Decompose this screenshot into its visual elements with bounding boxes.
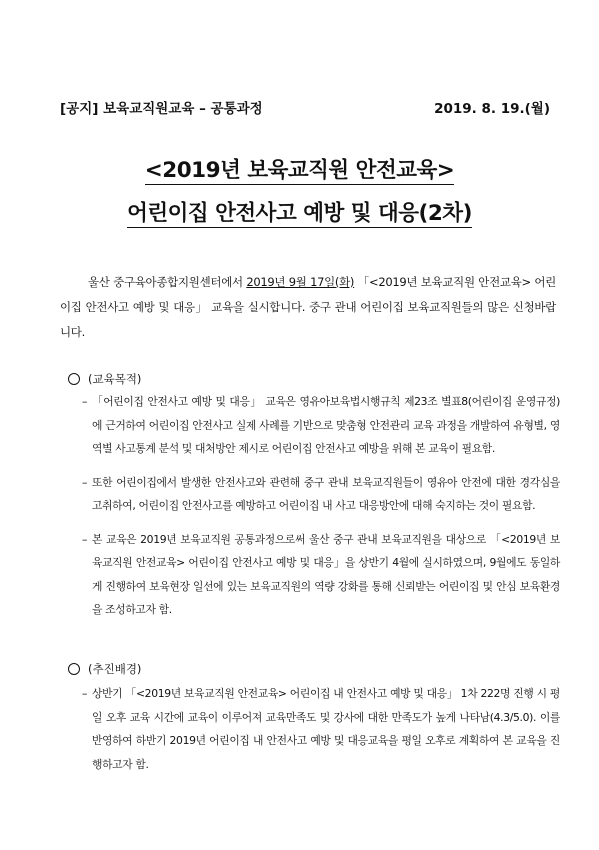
title-line1-text: <2019년 보육교직원 안전교육> xyxy=(144,158,455,183)
list-item xyxy=(82,528,560,622)
background-list xyxy=(82,682,560,786)
list-item-text: 본 교육은 2019년 보육교직원 공통과정으로써 울산 중구 관내 보육교직원을 대상으로 「<2019년 보육교직원 안전교육> 어린이집 안전사고 예방 및 대응」을 상반기 4월에 실시하였으며, 9월에도 동일하게 진행하여 보육현장 일선에 있는 보육교직원의 역량 강화를 통해 신뢰받는 어린이집 및 안심 보육환경을 조성하고자 함. xyxy=(92,532,560,616)
section-title-background xyxy=(68,661,141,677)
title-line2-text: 어린이집 안전사고 예방 및 대응(2차) xyxy=(127,201,472,226)
list-item xyxy=(82,390,560,461)
notice-category: [공지] 보육교직원교육 – 공통과정 xyxy=(60,101,263,117)
list-item-text: 「어린이집 안전사고 예방 및 대응」 교육은 영유아보육법시행규칙 제23조 별표8(어린이집 운영규정)에 근거하여 어린이집 안전사고 실제 사례를 기반으로 맞춤형 안전관리 교육 과정을 개발하여 유형별, 영역별 사고통계 분석 및 대처방안 제시로 어린이집 안전사고 예방을 위해 본 교육이 필요함. xyxy=(92,395,560,455)
section-title-text: (추진배경) xyxy=(88,662,142,676)
section-title-text: (교육목적) xyxy=(88,372,142,386)
list-item xyxy=(82,471,560,518)
list-item-text: 상반기 「<2019년 보육교직원 안전교육> 어린이집 내 안전사고 예방 및 대응」 1차 222명 진행 시 평일 오후 교육 시간에 교육이 이루어져 교육만족도 및 강사에 대한 만족도가 높게 나타남(4.3/5.0). 이를 반영하여 하반기 2019년 어린이집 내 안전사고 예방 및 대응교육을 평일 오후로 계획하여 본 교육을 진행하고자 함. xyxy=(92,687,560,771)
dash-bullet-icon: – xyxy=(82,687,88,700)
intro-part1: 울산 중구육아종합지원센터에서 xyxy=(88,275,247,289)
dash-bullet-icon: – xyxy=(82,475,88,489)
document-title-line1 xyxy=(0,158,599,185)
purpose-list xyxy=(82,390,560,632)
notice-header xyxy=(60,97,550,117)
document-title-line2 xyxy=(0,201,599,228)
section-title-purpose xyxy=(68,371,141,387)
list-item-text: 또한 어린이집에서 발생한 안전사고와 관련해 중구 관내 보육교직원들이 영유아 안전에 대한 경각심을 고취하여, 어린이집 안전사고를 예방하고 어린이집 내 사고 대응방안에 대해 숙지하는 것이 필요함. xyxy=(92,475,560,512)
dash-bullet-icon: – xyxy=(82,395,88,408)
circle-bullet-icon xyxy=(68,373,80,385)
circle-bullet-icon xyxy=(68,663,80,675)
intro-paragraph xyxy=(60,270,556,345)
intro-date: 2019년 9월 17일(화) xyxy=(246,275,355,289)
dash-bullet-icon: – xyxy=(82,532,88,546)
notice-date: 2019. 8. 19.(월) xyxy=(434,101,550,117)
intro-part2: 「<2019년 보육교직원 안전교육> 어린이집 안전사고 예방 및 대응」 교육을 실시합니다. 중구 관내 어린이집 보육교직원들의 많은 신청바랍니다. xyxy=(60,275,556,339)
list-item xyxy=(82,682,560,776)
